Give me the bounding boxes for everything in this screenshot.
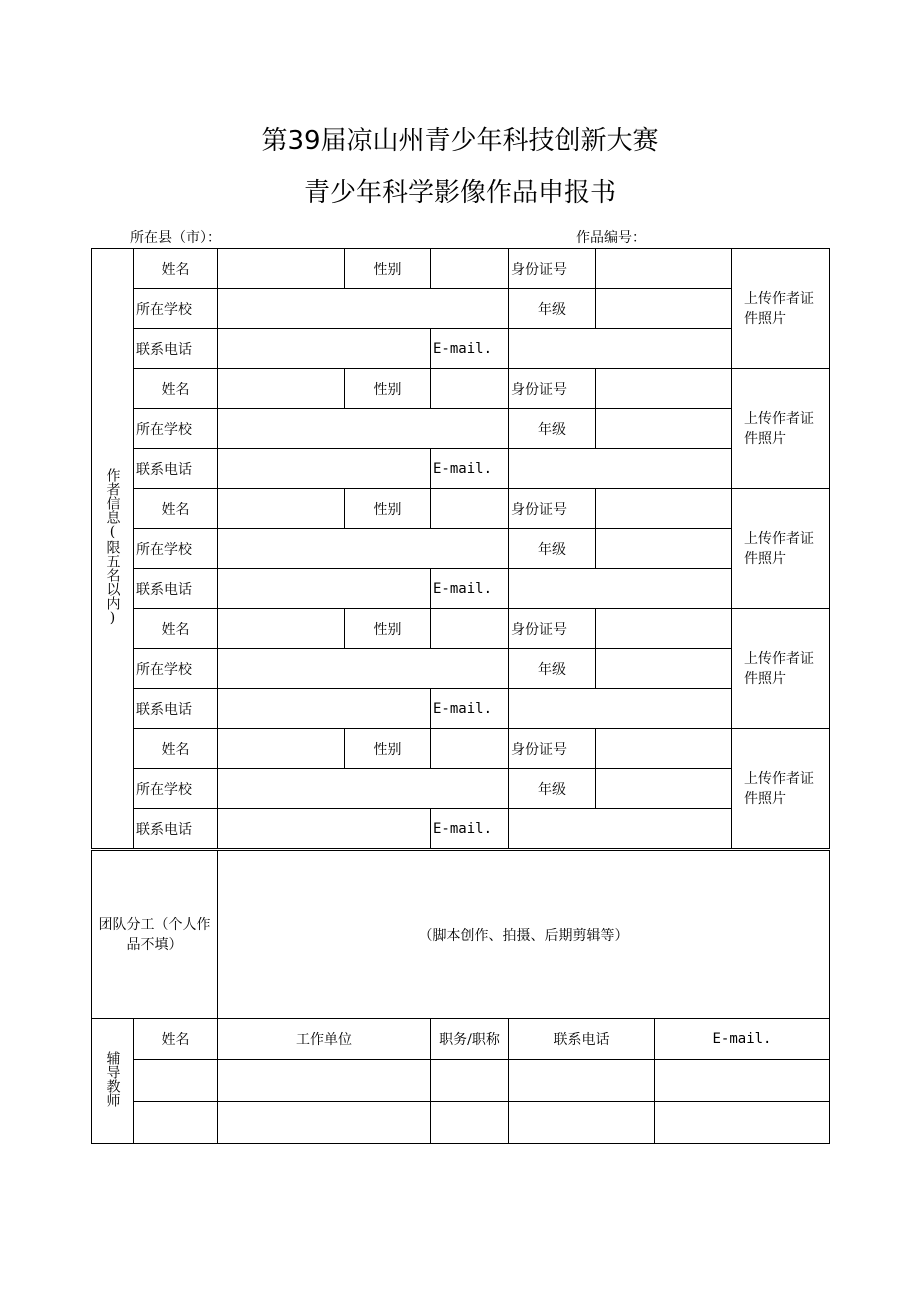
author-photo-upload[interactable]: 上传作者证件照片 [732,369,830,489]
author-name-label: 姓名 [134,729,218,769]
author-id-label: 身份证号 [509,729,596,769]
author-phone-label: 联系电话 [134,569,218,609]
advisor-email-input[interactable] [655,1102,830,1144]
author-gender-label: 性别 [345,249,431,289]
author-school-input[interactable] [218,769,509,809]
author-email-label: E-mail. [431,809,509,849]
author-school-input[interactable] [218,289,509,329]
author-gender-input[interactable] [431,609,509,649]
author-school-input[interactable] [218,409,509,449]
author-grade-label: 年级 [509,649,596,689]
author-email-label: E-mail. [431,689,509,729]
author-email-label: E-mail. [431,449,509,489]
author-school-label: 所在学校 [134,409,218,449]
county-label: 所在县（市）： [130,230,221,246]
author-gender-input[interactable] [431,249,509,289]
author-gender-input[interactable] [431,369,509,409]
author-gender-input[interactable] [431,729,509,769]
author-phone-input[interactable] [218,569,431,609]
advisor-email-input[interactable] [655,1060,830,1102]
author-id-input[interactable] [596,249,732,289]
author-name-input[interactable] [218,489,345,529]
author-school-label: 所在学校 [134,769,218,809]
author-phone-label: 联系电话 [134,689,218,729]
author-gender-input[interactable] [431,489,509,529]
author-phone-label: 联系电话 [134,809,218,849]
author-phone-input[interactable] [218,809,431,849]
team-division-label: 团队分工（个人作品不填） [92,851,218,1019]
author-id-input[interactable] [596,489,732,529]
author-phone-label: 联系电话 [134,329,218,369]
author-name-input[interactable] [218,249,345,289]
advisor-title-input[interactable] [431,1102,509,1144]
author-name-input[interactable] [218,729,345,769]
author-id-label: 身份证号 [509,489,596,529]
author-grade-input[interactable] [596,649,732,689]
advisor-phone-input[interactable] [509,1060,655,1102]
author-id-label: 身份证号 [509,609,596,649]
author-gender-label: 性别 [345,609,431,649]
author-grade-label: 年级 [509,289,596,329]
form-title: 第39届凉山州青少年科技创新大赛 [261,126,659,156]
advisor-workplace-input[interactable] [218,1060,431,1102]
advisor-title-input[interactable] [431,1060,509,1102]
advisor-col-name: 姓名 [134,1019,218,1060]
author-grade-label: 年级 [509,409,596,449]
author-email-input[interactable] [509,809,732,849]
author-email-input[interactable] [509,329,732,369]
author-name-label: 姓名 [134,369,218,409]
advisor-phone-input[interactable] [509,1102,655,1144]
advisor-col-title: 职务/职称 [431,1019,509,1060]
author-grade-label: 年级 [509,529,596,569]
author-school-label: 所在学校 [134,289,218,329]
author-grade-input[interactable] [596,769,732,809]
author-grade-input[interactable] [596,529,732,569]
author-name-input[interactable] [218,609,345,649]
author-name-label: 姓名 [134,249,218,289]
advisor-name-input[interactable] [134,1102,218,1144]
advisor-workplace-input[interactable] [218,1102,431,1144]
author-grade-input[interactable] [596,409,732,449]
author-id-input[interactable] [596,369,732,409]
team-division-field[interactable]: （脚本创作、拍摄、后期剪辑等） [218,851,830,1019]
author-gender-label: 性别 [345,369,431,409]
author-photo-upload[interactable]: 上传作者证件照片 [732,729,830,849]
author-photo-upload[interactable]: 上传作者证件照片 [732,249,830,369]
author-email-label: E-mail. [431,569,509,609]
author-photo-upload[interactable]: 上传作者证件照片 [732,609,830,729]
author-phone-input[interactable] [218,689,431,729]
author-school-input[interactable] [218,649,509,689]
advisor-col-email: E-mail. [655,1019,830,1060]
author-school-label: 所在学校 [134,529,218,569]
advisors-table [91,1018,830,1144]
author-phone-input[interactable] [218,449,431,489]
author-id-label: 身份证号 [509,249,596,289]
author-grade-label: 年级 [509,769,596,809]
author-phone-label: 联系电话 [134,449,218,489]
author-school-input[interactable] [218,529,509,569]
author-email-input[interactable] [509,569,732,609]
author-name-label: 姓名 [134,609,218,649]
author-grade-input[interactable] [596,289,732,329]
author-school-label: 所在学校 [134,649,218,689]
advisor-col-phone: 联系电话 [509,1019,655,1060]
advisors-section-label: 辅导教师 [92,1019,134,1144]
author-phone-input[interactable] [218,329,431,369]
author-photo-upload[interactable]: 上传作者证件照片 [732,489,830,609]
authors-table [91,248,830,849]
authors-section-label: 作者信息(限五名以内) [92,249,134,849]
author-email-input[interactable] [509,449,732,489]
author-gender-label: 性别 [345,489,431,529]
author-gender-label: 性别 [345,729,431,769]
author-name-input[interactable] [218,369,345,409]
work-number-label: 作品编号： [576,230,646,246]
author-email-input[interactable] [509,689,732,729]
team-table [91,850,830,1019]
advisor-name-input[interactable] [134,1060,218,1102]
author-id-label: 身份证号 [509,369,596,409]
form-subtitle: 青少年科学影像作品申报书 [303,178,616,208]
author-email-label: E-mail. [431,329,509,369]
author-id-input[interactable] [596,729,732,769]
author-name-label: 姓名 [134,489,218,529]
author-id-input[interactable] [596,609,732,649]
advisor-col-workplace: 工作单位 [218,1019,431,1060]
